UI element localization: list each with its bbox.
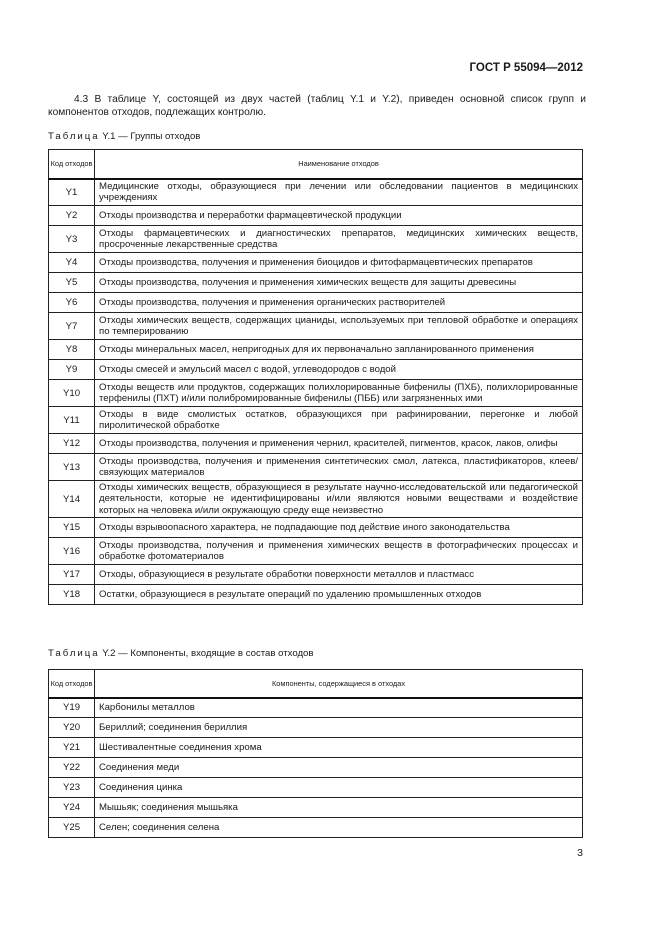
table1-caption <box>48 131 200 142</box>
waste-name-cell: Отходы смесей и эмульсий масел с водой, углеводородов с водой <box>95 360 583 380</box>
waste-name-cell: Отходы химических веществ, содержащих цианиды, используемых при тепловой обработке и операциях по темперированию <box>95 313 583 340</box>
table-row <box>49 454 583 481</box>
waste-code-cell: Y21 <box>49 738 95 758</box>
waste-components-table <box>48 669 583 838</box>
waste-name-cell: Остатки, образующиеся в результате операций по удалению промышленных отходов <box>95 585 583 605</box>
waste-name-cell: Отходы производства, получения и применения чернил, красителей, пигментов, красок, лаков, олифы <box>95 434 583 454</box>
table-row <box>49 360 583 380</box>
table-row <box>49 818 583 838</box>
table-row <box>49 481 583 518</box>
table-row <box>49 380 583 407</box>
waste-name-cell: Отходы производства, получения и применения синтетических смол, латекса, пластификаторов, клеев/связующих материалов <box>95 454 583 481</box>
waste-code-cell: Y1 <box>49 179 95 206</box>
waste-code-cell: Y10 <box>49 380 95 407</box>
waste-name-cell: Селен; соединения селена <box>95 818 583 838</box>
waste-name-cell: Соединения меди <box>95 758 583 778</box>
waste-code-cell: Y12 <box>49 434 95 454</box>
document-standard-number: ГОСТ Р 55094—2012 <box>469 62 583 74</box>
table2-caption-title: Y.2 — Компоненты, входящие в состав отходов <box>99 648 314 659</box>
table1-header-code: Код отходов <box>49 150 95 179</box>
waste-name-cell: Отходы, образующиеся в результате обработки поверхности металлов и пластмасс <box>95 565 583 585</box>
table-row <box>49 718 583 738</box>
waste-groups-table <box>48 149 583 605</box>
table1-caption-prefix: Таблица <box>48 131 100 142</box>
waste-name-cell: Соединения цинка <box>95 778 583 798</box>
waste-code-cell: Y18 <box>49 585 95 605</box>
table-row <box>49 518 583 538</box>
table-row <box>49 698 583 718</box>
waste-code-cell: Y3 <box>49 226 95 253</box>
waste-name-cell: Отходы производства, получения и применения органических растворителей <box>95 293 583 313</box>
table-row <box>49 340 583 360</box>
table-row <box>49 738 583 758</box>
intro-paragraph: 4.3 В таблице Y, состоящей из двух частей (таблиц Y.1 и Y.2), приведен основной список групп и компонентов отходов, подлежащих контролю. <box>48 94 586 118</box>
waste-code-cell: Y14 <box>49 481 95 518</box>
waste-name-cell: Медицинские отходы, образующиеся при лечении или обследовании пациентов в медицинских учреждениях <box>95 179 583 206</box>
waste-name-cell: Отходы производства, получения и применения химических веществ в фотографических процессах и обработке фотоматериалов <box>95 538 583 565</box>
page-number: 3 <box>577 847 583 859</box>
table-row <box>49 253 583 273</box>
waste-code-cell: Y16 <box>49 538 95 565</box>
waste-name-cell: Шестивалентные соединения хрома <box>95 738 583 758</box>
table1-body <box>49 179 583 605</box>
waste-code-cell: Y19 <box>49 698 95 718</box>
table-row <box>49 538 583 565</box>
table1-header-name: Наименование отходов <box>95 150 583 179</box>
waste-code-cell: Y22 <box>49 758 95 778</box>
waste-code-cell: Y24 <box>49 798 95 818</box>
table-row <box>49 585 583 605</box>
table2-caption-prefix: Таблица <box>48 648 100 659</box>
waste-name-cell: Бериллий; соединения бериллия <box>95 718 583 738</box>
waste-name-cell: Отходы веществ или продуктов, содержащих полихлорированные бифенилы (ПХБ), полихлорированные терфенилы (ПХТ) и/или полибромированные бифенилы (ПББ) или загрязненных ими <box>95 380 583 407</box>
waste-code-cell: Y8 <box>49 340 95 360</box>
waste-code-cell: Y23 <box>49 778 95 798</box>
waste-code-cell: Y13 <box>49 454 95 481</box>
waste-name-cell: Отходы в виде смолистых остатков, образующихся при рафинировании, перегонке и любой пиролитической обработке <box>95 407 583 434</box>
waste-name-cell: Отходы химических веществ, образующиеся в результате научно-исследовательской или педагогической деятельности, которые не идентифицированы и/или являются новыми веществами и воздействие которых на человека и/или окружающую среду еще неизвестно <box>95 481 583 518</box>
table-row <box>49 407 583 434</box>
table-row <box>49 434 583 454</box>
waste-code-cell: Y9 <box>49 360 95 380</box>
table-row <box>49 758 583 778</box>
table-row <box>49 179 583 206</box>
waste-code-cell: Y11 <box>49 407 95 434</box>
table-row <box>49 798 583 818</box>
table2-body <box>49 698 583 838</box>
waste-code-cell: Y17 <box>49 565 95 585</box>
table-row <box>49 313 583 340</box>
waste-name-cell: Отходы фармацевтических и диагностических препаратов, медицинских химических веществ, просроченные лекарственные средства <box>95 226 583 253</box>
waste-name-cell: Карбонилы металлов <box>95 698 583 718</box>
waste-name-cell: Мышьяк; соединения мышьяка <box>95 798 583 818</box>
waste-code-cell: Y15 <box>49 518 95 538</box>
waste-name-cell: Отходы производства и переработки фармацевтической продукции <box>95 206 583 226</box>
table1-caption-title: Y.1 — Группы отходов <box>99 131 201 142</box>
table2-caption <box>48 648 313 659</box>
waste-name-cell: Отходы производства, получения и применения биоцидов и фитофармацевтических препаратов <box>95 253 583 273</box>
waste-code-cell: Y5 <box>49 273 95 293</box>
table-row <box>49 293 583 313</box>
waste-name-cell: Отходы минеральных масел, непригодных для их первоначально запланированного применения <box>95 340 583 360</box>
waste-name-cell: Отходы производства, получения и применения химических веществ для защиты древесины <box>95 273 583 293</box>
table-row <box>49 778 583 798</box>
table2-header-name: Компоненты, содержащиеся в отходах <box>95 670 583 698</box>
waste-code-cell: Y2 <box>49 206 95 226</box>
waste-code-cell: Y25 <box>49 818 95 838</box>
waste-code-cell: Y20 <box>49 718 95 738</box>
table2-header-code: Код отходов <box>49 670 95 698</box>
waste-code-cell: Y4 <box>49 253 95 273</box>
waste-name-cell: Отходы взрывоопасного характера, не подпадающие под действие иного законодательства <box>95 518 583 538</box>
table-row <box>49 206 583 226</box>
table-row <box>49 273 583 293</box>
waste-code-cell: Y7 <box>49 313 95 340</box>
waste-code-cell: Y6 <box>49 293 95 313</box>
table-row <box>49 226 583 253</box>
table-row <box>49 565 583 585</box>
